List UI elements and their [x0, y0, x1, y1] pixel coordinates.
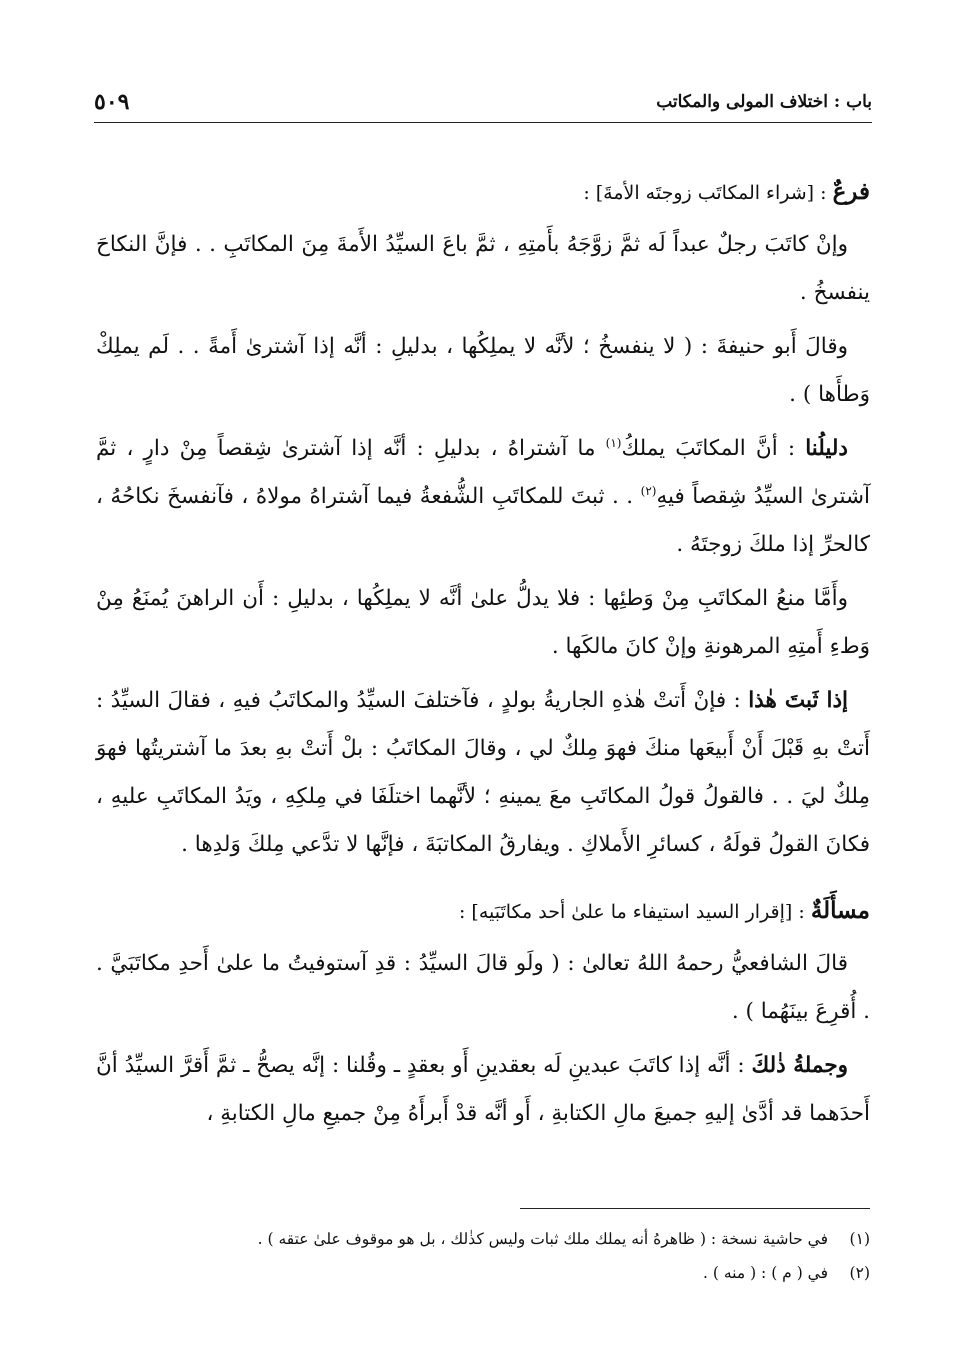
paragraph: وإنْ كاتَبَ رجلٌ عبداً لَه ثمَّ زوَّجَهُ بأَمتِهِ ، ثمَّ باعَ السيِّدُ الأَمةَ مِنَ المكاتَبِ . . فإنَّ النكاحَ ينفسخُ . — [96, 232, 870, 305]
paragraph: دليلُنا : أنَّ المكاتَبَ يملكُ$^{(١)}$ ما آشتراهُ ، بدليلِ : أنَّه إذا آشترىٰ شِقصاً مِنْ دارٍ ، ثمَّ آشترىٰ السيِّدُ شِقصاً فيهِ$^{(٢)}$ . . ثبتَ للمكاتَبِ الشُّفعةُ فيما آشتراهُ مولاهُ ، فآنفسخَ نكاحُهُ ، كالحرِّ إذا ملكَ زوجتَهُ . — [96, 435, 871, 557]
paragraph: وجملةُ ذٰلكَ : أنَّه إذا كاتَبَ عبدينِ لَه بعقدينِ أَو بعقدٍ ـ وقُلنا : إنَّه يصحُّ ـ ثمَّ أَقرَّ السيِّدُ أنَّ أَحدَهما قد أدَّىٰ إليهِ جميعَ مالِ الكتابةِ ، أَو أنَّه قدْ أَبرأَهُ مِنْ جميعِ مالِ الكتابةِ ، — [96, 1053, 870, 1126]
footnote-ref-2[interactable]: (٢) — [640, 483, 657, 498]
main-text — [96, 168, 870, 1144]
page-number: ٥٠٩ — [94, 89, 130, 115]
lead-phrase: وجملةُ ذٰلكَ — [751, 1053, 849, 1078]
lead-phrase: دليلُنا — [805, 436, 848, 461]
heading-word: مسأَلَةٌ — [810, 897, 870, 924]
footnotes — [96, 1222, 870, 1290]
footnote-text: في ( م ) : ( منه ) . — [703, 1264, 828, 1282]
section-heading-far — [96, 168, 870, 217]
paragraph: وقالَ أَبو حنيفةَ : ( لا ينفسخُ ؛ لأنَّه لا يملِكُها ، بدليلِ : أنَّه إذا آشترىٰ أَمةً . . لَم يملِكْ وَطأَها ) . — [96, 334, 870, 407]
paragraph: وأَمَّا منعُ المكاتَبِ مِنْ وَطئِها : فلا يدلُّ علىٰ أنَّه لا يملِكُها ، بدليلِ : أَن الراهنَ يُمنَعُ مِنْ وَطءِ أَمتِهِ المرهونةِ وإنْ كانَ مالكَها . — [96, 586, 870, 659]
chapter-title: باب : اختلاف المولى والمكاتب — [656, 92, 872, 112]
footnote-ref-1[interactable]: (١) — [605, 435, 622, 450]
section-heading-masala — [96, 887, 870, 936]
footnote-text: في حاشية نسخة : ( ظاهرهُ أنه يملك ملك ثبات وليس كذٰلك ، بل هو موقوف علىٰ عتقه ) . — [257, 1230, 828, 1248]
heading-subtitle: : [شراء المكاتَب زوجتَه الأمةَ] : — [583, 182, 833, 204]
footnote-number: (١) — [849, 1230, 870, 1248]
footnote-2 — [96, 1256, 870, 1290]
paragraph: قالَ الشافعيُّ رحمهُ اللهُ تعالىٰ : ( ولَو قالَ السيِّدُ : قدِ آستوفيتُ ما علىٰ أَحدِ مكاتَبَيَّ . . أُقرِعَ بينَهُما ) . — [96, 951, 870, 1024]
footnote-1 — [96, 1222, 870, 1256]
paragraph: إذا ثَبتَ هٰذا : فإنْ أَتتْ هٰذهِ الجاريةُ بولدٍ ، فآختلفَ السيِّدُ والمكاتَبُ فيهِ ، فقالَ السيِّدُ : أَتتْ بهِ قَبْلَ أَنْ أَبيعَها منكَ فهوَ مِلكٌ لي ، وقالَ المكاتَبُ : بلْ أَتتْ بهِ بعدَ ما آشتريتُها فهوَ مِلكٌ ليَ . . فالقولُ قولُ المكاتَبِ معَ يمينهِ ؛ لأنَّهما اختلَفَا في مِلكِهِ ، ويَدُ المكاتَبِ عليهِ ، فكانَ القولُ قولَهُ ، كسائرِ الأَملاكِ . ويفارقُ المكاتبَةَ ، فإنَّها لا تدَّعي مِلكَ وَلدِها . — [96, 688, 870, 857]
heading-subtitle: : [إقرار السيد استيفاء ما علىٰ أحد مكاتَبَيه] : — [458, 901, 811, 923]
heading-word: فرعٌ — [832, 178, 870, 205]
lead-phrase: إذا ثَبتَ هٰذا — [748, 688, 848, 713]
footnote-number: (٢) — [849, 1264, 870, 1282]
footnote-divider — [520, 1208, 870, 1209]
running-header — [94, 82, 872, 123]
